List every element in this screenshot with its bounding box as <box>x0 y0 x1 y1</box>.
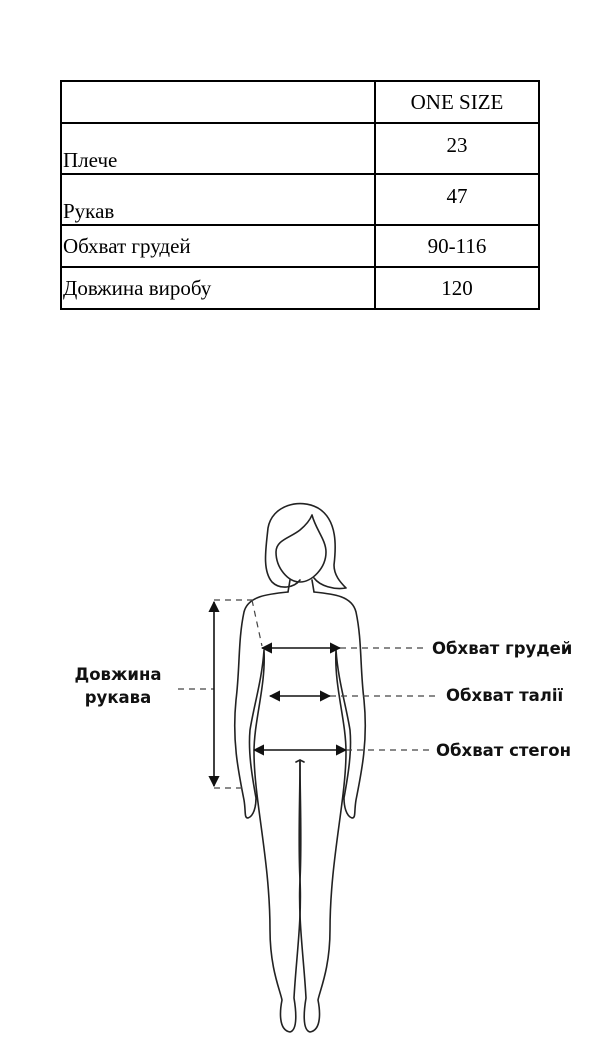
table-row <box>61 123 539 174</box>
table-row <box>61 225 539 267</box>
table-row <box>61 267 539 309</box>
row-value: 23 <box>375 123 539 174</box>
row-param: Довжина виробу <box>61 267 375 309</box>
chest-label: Обхват грудей <box>432 639 573 658</box>
table-row <box>61 174 539 225</box>
torso-right-outline <box>300 592 366 1032</box>
row-value: 47 <box>375 174 539 225</box>
sleeve-length-label-line1: Довжина <box>74 665 162 684</box>
header-size-cell: ONE SIZE <box>375 81 539 123</box>
header-param-cell <box>61 81 375 123</box>
measure-arrows <box>214 602 346 786</box>
guide-lines <box>178 600 440 788</box>
row-param: Плече <box>61 123 375 174</box>
size-table <box>60 80 540 310</box>
sleeve-length-label-line2: рукава <box>84 688 152 707</box>
table-header-row <box>61 81 539 123</box>
torso-left-outline <box>235 592 301 1032</box>
row-param: Обхват грудей <box>61 225 375 267</box>
waist-label: Обхват талії <box>446 686 564 705</box>
row-param: Рукав <box>61 174 375 225</box>
woman-figure <box>235 504 366 1032</box>
row-value: 90-116 <box>375 225 539 267</box>
hips-label: Обхват стегон <box>436 741 571 760</box>
face-outline <box>276 515 326 582</box>
measurement-diagram <box>0 490 600 1050</box>
row-value: 120 <box>375 267 539 309</box>
